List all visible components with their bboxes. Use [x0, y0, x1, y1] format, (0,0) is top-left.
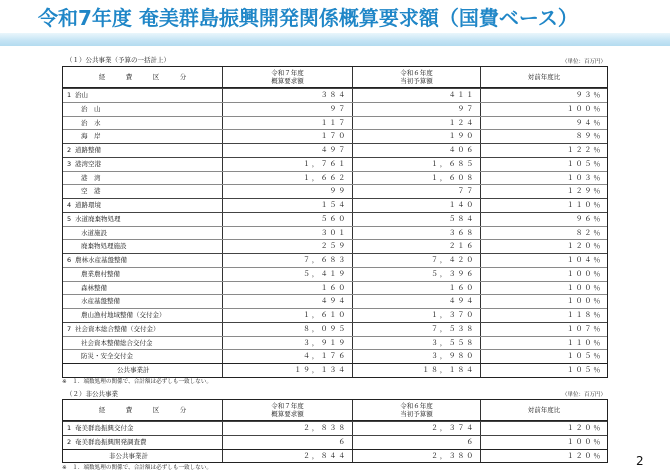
- row-number: 4: [67, 201, 72, 209]
- yoy-ratio: １２２％: [480, 144, 607, 157]
- request-amount: １，６６２: [222, 172, 352, 185]
- yoy-ratio: １００％: [480, 268, 607, 281]
- table-row: [63, 281, 607, 295]
- public-works-table: [62, 66, 608, 378]
- category-name: 道路整備: [75, 146, 101, 154]
- item-name: 農山漁村地域整備（交付金）: [81, 311, 166, 319]
- category-name: 治山: [75, 91, 88, 99]
- budget-amount: ７，５３８: [352, 323, 480, 336]
- table-row: [63, 226, 607, 240]
- request-amount: ７，６８３: [222, 254, 352, 267]
- request-amount: ３８４: [222, 89, 352, 102]
- table-row: [63, 184, 607, 198]
- request-amount: ５６０: [222, 213, 352, 226]
- request-amount: ４９７: [222, 144, 352, 157]
- yoy-ratio: １２９％: [480, 185, 607, 198]
- non-public-works-table: [62, 399, 608, 463]
- budget-amount: ３，５５８: [352, 337, 480, 350]
- item-name: 治 山: [81, 104, 101, 113]
- header-ratio: [480, 67, 607, 87]
- category-cell: [63, 89, 222, 102]
- total-yoy-ratio: １０５％: [480, 364, 607, 377]
- header-category-label: 経 費 区 分: [98, 73, 194, 81]
- yoy-ratio: １２０％: [480, 422, 607, 435]
- table-row: [63, 116, 607, 130]
- request-amount: １７０: [222, 130, 352, 143]
- total-label: 非公共事業計: [109, 451, 148, 460]
- yoy-ratio: ８２％: [480, 227, 607, 240]
- total-label: 公共事業計: [117, 366, 150, 374]
- header-ratio-label: 対前年度比: [527, 406, 561, 414]
- item-name: 水産基盤整備: [81, 297, 120, 306]
- item-name: 空 港: [81, 187, 101, 196]
- budget-amount: ３６８: [352, 227, 480, 240]
- table-header: [63, 400, 607, 421]
- row-number: 6: [67, 256, 72, 264]
- row-number: 1: [67, 91, 72, 99]
- request-amount: ２，８３８: [222, 422, 352, 435]
- budget-amount: ４０６: [352, 144, 480, 157]
- table-row: [63, 198, 607, 212]
- total-request-amount: １９，１３４: [222, 364, 352, 377]
- header-ratio: [480, 400, 607, 420]
- table-row: [63, 212, 607, 226]
- request-amount: １６０: [222, 282, 352, 295]
- budget-amount: ２，３７４: [352, 422, 480, 435]
- footnote: ※ １．端数処理の関係で、合計額は必ずしも一致しない。: [62, 379, 213, 385]
- budget-amount: １９０: [352, 130, 480, 143]
- table-row: [63, 308, 607, 322]
- request-amount: ４，１７６: [222, 350, 352, 363]
- request-amount: ９７: [222, 103, 352, 116]
- item-name: 防災・安全交付金: [81, 352, 133, 361]
- yoy-ratio: １０５％: [480, 158, 607, 171]
- item-name: 森林整備: [81, 283, 107, 292]
- budget-amount: ７，４２０: [352, 254, 480, 267]
- table-row: [63, 322, 607, 336]
- yoy-ratio: １００％: [480, 295, 607, 308]
- header-budget: [352, 400, 480, 420]
- category-cell: [63, 158, 222, 171]
- row-number: 2: [67, 437, 72, 446]
- category-cell: [63, 213, 222, 226]
- budget-amount: ４９４: [352, 295, 480, 308]
- category-name: 道路環境: [75, 201, 101, 209]
- request-amount: １５４: [222, 199, 352, 212]
- header-request-line2: 概算要求額: [271, 77, 304, 85]
- yoy-ratio: １０３％: [480, 172, 607, 185]
- header-budget-line1: 令和６年度: [400, 402, 433, 410]
- table-row: [63, 171, 607, 185]
- row-number: 7: [67, 324, 72, 333]
- budget-amount: ４１１: [352, 89, 480, 102]
- table-total-row: [63, 449, 607, 463]
- unit-label: （単位：百万円）: [561, 59, 606, 65]
- category-cell: [63, 323, 222, 336]
- budget-amount: １６０: [352, 282, 480, 295]
- budget-amount: １，６０８: [352, 172, 480, 185]
- budget-amount: １４０: [352, 199, 480, 212]
- budget-amount: ３，９８０: [352, 350, 480, 363]
- table-row: [63, 129, 607, 143]
- table-row: [63, 435, 607, 449]
- header-request-line1: 令和７年度: [271, 402, 304, 410]
- table-total-row: [63, 363, 607, 377]
- table-header: [63, 67, 607, 88]
- footnote: ※ １．端数処理の関係で、合計額は必ずしも一致しない。: [62, 465, 213, 471]
- total-yoy-ratio: １２０％: [480, 450, 607, 463]
- header-budget-line2: 当初予算額: [400, 77, 433, 85]
- section-label-public-works: （１）公共事業（予算の一括計上）: [66, 56, 170, 64]
- table-row: [63, 239, 607, 253]
- table-row: [63, 294, 607, 308]
- budget-amount: １，３７０: [352, 309, 480, 322]
- header-category-label: 経 費 区 分: [98, 406, 194, 414]
- table-row: [63, 102, 607, 116]
- category-name: 港湾空港: [75, 159, 101, 168]
- request-amount: ９９: [222, 185, 352, 198]
- header-request: [222, 400, 352, 420]
- request-amount: ３０１: [222, 227, 352, 240]
- yoy-ratio: １１０％: [480, 337, 607, 350]
- table-row: [63, 157, 607, 171]
- item-name: 社会資本整備総合交付金: [81, 338, 153, 347]
- request-amount: ３，９１９: [222, 337, 352, 350]
- page-number: 2: [636, 454, 644, 468]
- total-budget-amount: ２，３８０: [352, 450, 480, 463]
- category-cell: [63, 436, 222, 449]
- category-cell: [63, 199, 222, 212]
- category-name: 奄美群島振興交付金: [75, 424, 134, 432]
- total-request-amount: ２，８４４: [222, 450, 352, 463]
- header-category: [63, 67, 222, 87]
- table-row: [63, 349, 607, 363]
- item-name: 水道施設: [81, 228, 107, 237]
- yoy-ratio: １００％: [480, 282, 607, 295]
- unit-label: （単位：百万円）: [561, 392, 606, 398]
- header-budget: [352, 67, 480, 87]
- yoy-ratio: １１８％: [480, 309, 607, 322]
- category-name: 農林水産基盤整備: [75, 256, 127, 264]
- header-budget-line1: 令和６年度: [400, 69, 433, 77]
- yoy-ratio: １１０％: [480, 199, 607, 212]
- category-cell: [63, 254, 222, 267]
- yoy-ratio: １２０％: [480, 240, 607, 253]
- budget-amount: ７７: [352, 185, 480, 198]
- table-row: [63, 143, 607, 157]
- item-name: 海 岸: [81, 132, 101, 141]
- request-amount: １，７６１: [222, 158, 352, 171]
- table-row: [63, 253, 607, 267]
- table-row: [63, 421, 607, 435]
- item-name: 港 湾: [81, 173, 101, 182]
- header-request: [222, 67, 352, 87]
- title-underline-band: [0, 33, 670, 46]
- page-title: 令和7年度 奄美群島振興開発関係概算要求額（国費ベース）: [38, 6, 578, 30]
- table-row: [63, 267, 607, 281]
- row-number: 2: [67, 146, 72, 154]
- yoy-ratio: １０５％: [480, 350, 607, 363]
- budget-amount: ５８４: [352, 213, 480, 226]
- yoy-ratio: １０７％: [480, 323, 607, 336]
- request-amount: ５，４１９: [222, 268, 352, 281]
- request-amount: ２５９: [222, 240, 352, 253]
- request-amount: ６: [222, 436, 352, 449]
- request-amount: ４９４: [222, 295, 352, 308]
- header-budget-line2: 当初予算額: [400, 410, 433, 418]
- budget-amount: １２４: [352, 117, 480, 130]
- item-name: 廃棄物処理施設: [81, 242, 127, 251]
- item-name: 農業農村整備: [81, 269, 120, 278]
- budget-amount: ６: [352, 436, 480, 449]
- header-category: [63, 400, 222, 420]
- category-cell: [63, 144, 222, 157]
- budget-amount: ９７: [352, 103, 480, 116]
- yoy-ratio: ８９％: [480, 130, 607, 143]
- category-name: 水道廃棄物処理: [75, 214, 121, 223]
- category-cell: [63, 422, 222, 435]
- yoy-ratio: １００％: [480, 103, 607, 116]
- header-request-line2: 概算要求額: [271, 410, 304, 418]
- table-row: [63, 336, 607, 350]
- yoy-ratio: ９３％: [480, 89, 607, 102]
- row-number: 3: [67, 159, 72, 168]
- request-amount: ８，０９５: [222, 323, 352, 336]
- category-name: 社会資本総合整備（交付金）: [75, 324, 160, 333]
- section-label-non-public-works: （２）非公共事業: [66, 390, 118, 398]
- item-name: 治 水: [81, 118, 101, 127]
- header-request-line1: 令和７年度: [271, 69, 304, 77]
- request-amount: １１７: [222, 117, 352, 130]
- request-amount: １，６１０: [222, 309, 352, 322]
- budget-amount: １，６８５: [352, 158, 480, 171]
- budget-amount: ５，３９６: [352, 268, 480, 281]
- yoy-ratio: ９４％: [480, 117, 607, 130]
- row-number: 5: [67, 214, 72, 223]
- table-row: [63, 88, 607, 102]
- row-number: 1: [67, 424, 72, 432]
- yoy-ratio: １０４％: [480, 254, 607, 267]
- budget-amount: ２１６: [352, 240, 480, 253]
- yoy-ratio: １００％: [480, 436, 607, 449]
- header-ratio-label: 対前年度比: [527, 73, 561, 81]
- total-budget-amount: １８，１８４: [352, 364, 480, 377]
- category-name: 奄美群島振興開発調査費: [75, 437, 147, 446]
- yoy-ratio: ９６％: [480, 213, 607, 226]
